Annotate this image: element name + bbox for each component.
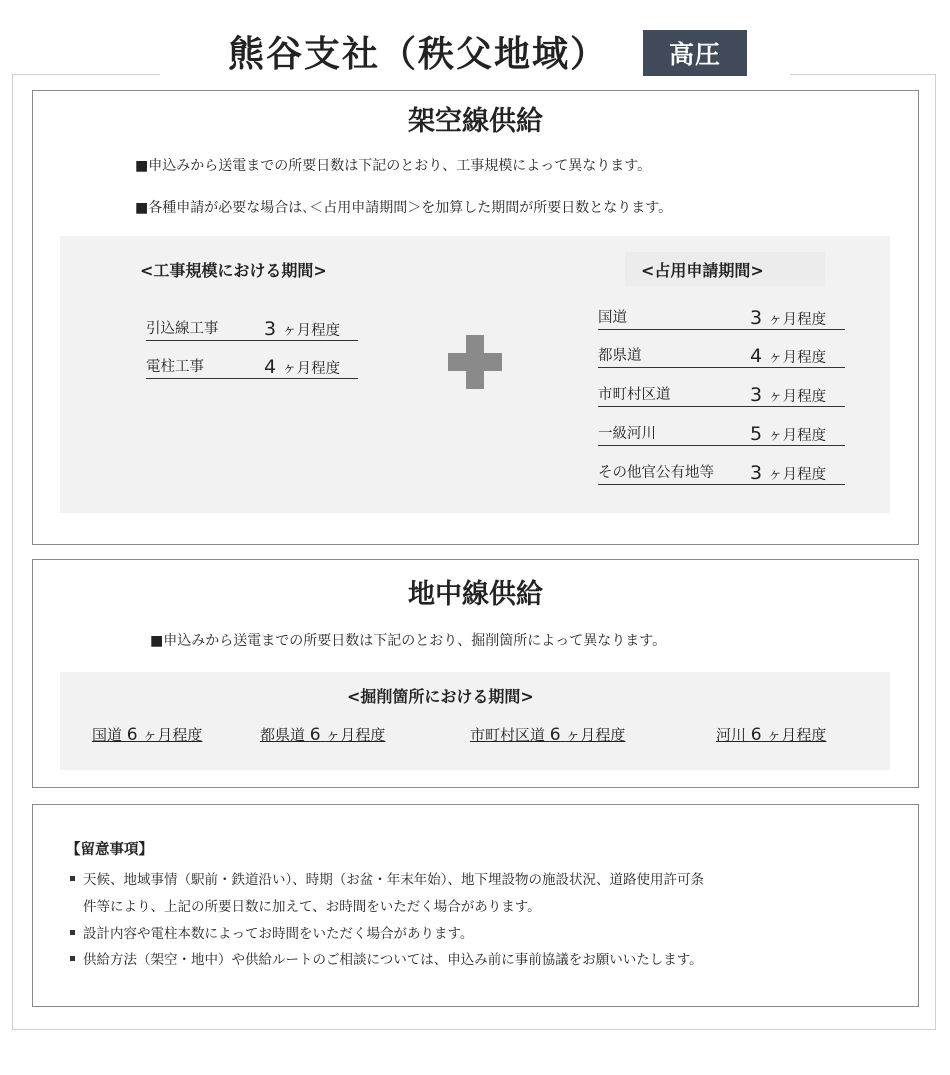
construction-row-num: 3 — [264, 318, 277, 340]
overhead-note-2: ■各種申請が必要な場合は､＜占用申請期間＞を加算した期間が所要日数となります。 — [135, 200, 673, 216]
plus-icon-bar — [448, 353, 502, 371]
excavation-item-unit: ヶ月程度 — [766, 726, 827, 744]
page-title: 熊谷支社（秩父地域） — [228, 34, 609, 75]
caution-item-continuation: 件等により、上記の所要日数に加えて、お時間をいただく場合があります。 — [83, 899, 541, 915]
occupancy-row-name: 都県道 — [598, 348, 642, 364]
voltage-badge: 高圧 — [643, 30, 747, 76]
excavation-item-num: 6 — [309, 725, 321, 745]
occupancy-row — [598, 423, 845, 446]
caution-item-text: 設計内容や電柱本数によってお時間をいただく場合があります。 — [83, 926, 474, 942]
excavation-item-unit: ヶ月程度 — [325, 726, 386, 744]
occupancy-row-num: 3 — [750, 307, 763, 329]
excavation-item-unit: ヶ月程度 — [142, 726, 203, 744]
excavation-item-name: 都県道 — [260, 726, 306, 744]
occupancy-row-name: 市町村区道 — [598, 387, 671, 403]
occupancy-row-num: 3 — [750, 384, 763, 406]
excavation-item-num: 6 — [126, 725, 138, 745]
caution-title: 【留意事項】 — [66, 842, 153, 858]
occupancy-row — [598, 462, 845, 485]
construction-row-unit: ヶ月程度 — [282, 361, 341, 377]
occupancy-row-unit: ヶ月程度 — [768, 350, 827, 366]
occupancy-row-unit: ヶ月程度 — [768, 467, 827, 483]
excavation-period-heading: <掘削箇所における期間> — [347, 687, 534, 706]
excavation-item — [260, 724, 385, 745]
overhead-section-title: 架空線供給 — [408, 106, 543, 137]
underground-note: ■申込みから送電までの所要日数は下記のとおり、掘削箇所によって異なります。 — [150, 633, 667, 649]
caution-item — [70, 868, 704, 888]
bullet-icon — [70, 876, 75, 881]
excavation-item-name: 国道 — [92, 726, 123, 744]
construction-row — [146, 356, 358, 379]
bullet-icon — [70, 930, 75, 935]
occupancy-row — [598, 345, 845, 368]
construction-row-name: 引込線工事 — [146, 321, 219, 337]
construction-row-unit: ヶ月程度 — [282, 323, 341, 339]
occupancy-row-num: 5 — [750, 423, 763, 445]
occupancy-row-unit: ヶ月程度 — [768, 389, 827, 405]
occupancy-row-name: 一級河川 — [598, 426, 656, 442]
bullet-icon — [70, 956, 75, 961]
caution-item-text: 天候、地域事情（駅前・鉄道沿い）、時期（お盆・年末年始）、地下埋設物の施設状況、道路使用許可条 — [83, 872, 704, 888]
construction-row — [146, 318, 358, 341]
excavation-item-name: 市町村区道 — [470, 726, 546, 744]
excavation-item — [716, 724, 826, 745]
occupancy-row-num: 3 — [750, 462, 763, 484]
underground-section-title: 地中線供給 — [408, 579, 543, 610]
excavation-item — [470, 724, 625, 745]
overhead-note-1: ■申込みから送電までの所要日数は下記のとおり、工事規模によって異なります。 — [135, 158, 652, 174]
construction-row-num: 4 — [264, 356, 277, 378]
occupancy-row — [598, 384, 845, 407]
occupancy-row-name: その他官公有地等 — [598, 465, 714, 481]
caution-item — [70, 922, 473, 942]
caution-item — [70, 948, 703, 968]
occupancy-row-unit: ヶ月程度 — [768, 428, 827, 444]
occupancy-row-num: 4 — [750, 345, 763, 367]
occupancy-period-heading: <占用申請期間> — [641, 261, 764, 280]
occupancy-row-name: 国道 — [598, 310, 627, 326]
occupancy-row-unit: ヶ月程度 — [768, 312, 827, 328]
caution-item-text: 供給方法（架空・地中）や供給ルートのご相談については、申込み前に事前協議をお願いいたします。 — [83, 952, 703, 968]
excavation-item-name: 河川 — [716, 726, 747, 744]
construction-row-name: 電柱工事 — [146, 359, 204, 375]
excavation-item-unit: ヶ月程度 — [565, 726, 626, 744]
occupancy-row — [598, 307, 845, 330]
excavation-item — [92, 724, 202, 745]
excavation-item-num: 6 — [549, 725, 561, 745]
construction-period-heading: <工事規模における期間> — [140, 261, 327, 280]
excavation-item-num: 6 — [750, 725, 762, 745]
